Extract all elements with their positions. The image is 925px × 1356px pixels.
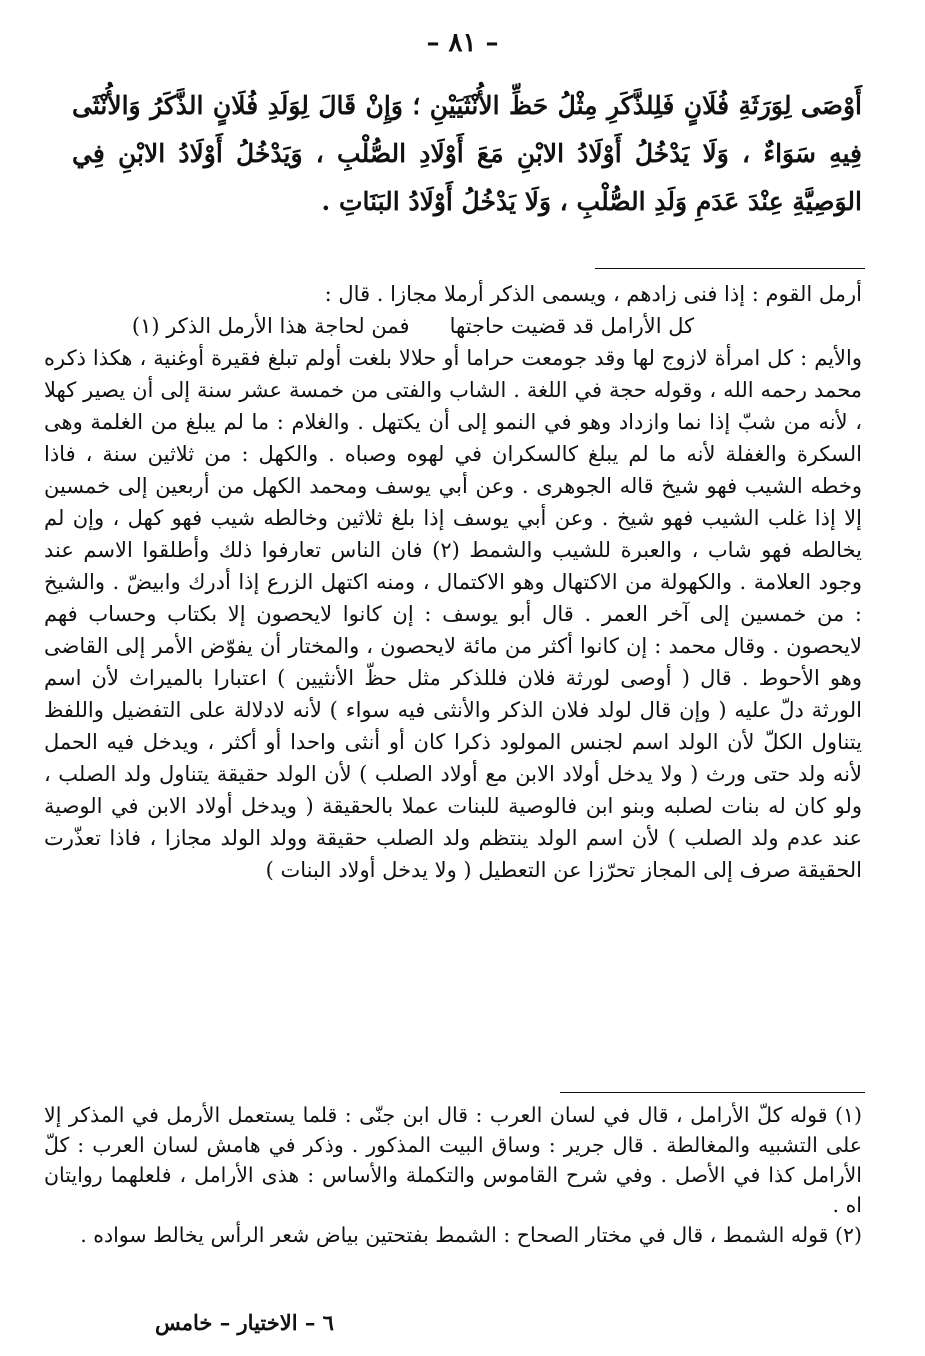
page-number: – ٨١ –	[426, 28, 499, 58]
footnotes	[44, 1100, 862, 1250]
main-text: أَوْصَى لِوَرَثَةِ فُلَانٍ فَلِلذَّكَرِ مِثْلُ حَظِّ الأُنْثَيَيْنِ ؛ وَإِنْ قَالَ لِوَلَدِ فُلَانٍ الذَّكَرُ وَالأُنْثَى فِيهِ سَوَاءٌ ، وَلَا يَدْخُلُ أَوْلَادُ الابْنِ مَعَ أَوْلَادِ الصُّلْبِ ، وَيَدْخُلُ أَوْلَادُ الابْنِ فِي الوَصِيَّةِ عِنْدَ عَدَمِ وَلَدِ الصُّلْبِ ، وَلَا يَدْخُلُ أَوْلَادُ البَنَاتِ .	[72, 91, 863, 216]
verse-second-hemistich: فمن لحاجة هذا الأرمل الذكر (١)	[131, 314, 410, 338]
verse-first-hemistich: كل الأرامل قد قضيت حاجتها	[449, 314, 695, 338]
main-text-divider	[595, 268, 865, 269]
footer-signature: ٦ – الاختيار – خامس	[155, 1310, 334, 1335]
footnote-1: (١) قوله كلّ الأرامل ، قال في لسان العرب : قال ابن جنّى : قلما يستعمل الأرمل في المذكر إلا على التشبيه والمغالطة . قال جرير : وساق البيت المذكور . وذكر في هامش لسان العرب : كلّ الأرامل كذا في الأصل . وفي شرح القاموس والتكملة والأساس : هذى الأرامل ، فلعلهما روايتان اه .	[44, 1103, 862, 1217]
commentary-intro: أرمل القوم : إذا فنى زادهم ، ويسمى الذكر أرملا مجازا . قال :	[324, 282, 862, 306]
poetry-verse	[44, 310, 862, 342]
footnote-divider	[560, 1092, 865, 1093]
footnote-2: (٢) قوله الشمط ، قال في مختار الصحاح : الشمط بفتحتين بياض شعر الرأس يخالط سواده .	[80, 1223, 862, 1247]
commentary	[44, 278, 862, 886]
commentary-body: والأيم : كل امرأة لازوج لها وقد جومعت حراما أو حلالا بلغت أولم تبلغ فقيرة أوغنية ، هكذا ذكره محمد رحمه الله ، وقوله حجة في اللغة . الشاب والفتى من خمسة عشر سنة إلى أن يصير كهلا ، لأنه من شبّ إذا نما وازداد وهو في النمو إلى أن يكتهل . والغلام : ما لم يبلغ من الغلمة وهى السكرة والغفلة لأنه ما لم يبلغ كالسكران في لهوه وصباه . والكهل : من ثلاثين سنة ، فاذا وخطه الشيب فهو شيخ قاله الجوهرى . وعن أبي يوسف ومحمد الكهل من أربعين إلى خمسين إلا إذا غلب الشيب فهو شيخ . وعن أبي يوسف إذا بلغ ثلاثين وخالطه شيب فهو كهل ، وإن لم يخالطه فهو شاب ، والعبرة للشيب والشمط (٢) فان الناس تعارفوا ذلك وأطلقوا الاسم عند وجود العلامة . والكهولة من الاكتهال وهو الاكتمال ، ومنه اكتهل الزرع إذا أدرك وابيضّ . والشيخ : من خمسين إلى آخر العمر . قال أبو يوسف : إن كانوا لايحصون إلا بكتاب وحساب فهم لايحصون . وقال محمد : إن كانوا أكثر من مائة لايحصون ، والمختار أن يفوّض الأمر إلى القاضى وهو الأحوط . قال ( أوصى لورثة فلان فللذكر مثل حظّ الأنثيين ) اعتبارا بالميراث لأن اسم الورثة دلّ عليه ( وإن قال لولد فلان الذكر والأنثى فيه سواء ) لأنه لادلالة على التفضيل واللفظ يتناول الكلّ لأن الولد اسم لجنس المولود ذكرا كان أو أنثى واحدا أو أكثر ، ويدخل فيه الحمل لأنه ولد حتى ورث ( ولا يدخل أولاد الابن مع أولاد الصلب ) لأن الولد حقيقة يتناول ولد الصلب ، ولو كان له بنات لصلبه وبنو ابن فالوصية للبنات عملا بالحقيقة ( ويدخل أولاد الابن في الوصية عند عدم ولد الصلب ) لأن اسم الولد ينتظم ولد الصلب حقيقة وولد الولد مجازا ، فاذا تعذّرت الحقيقة صرف إلى المجاز تحرّزا عن التعطيل ( ولا يدخل أولاد البنات )	[44, 346, 862, 882]
